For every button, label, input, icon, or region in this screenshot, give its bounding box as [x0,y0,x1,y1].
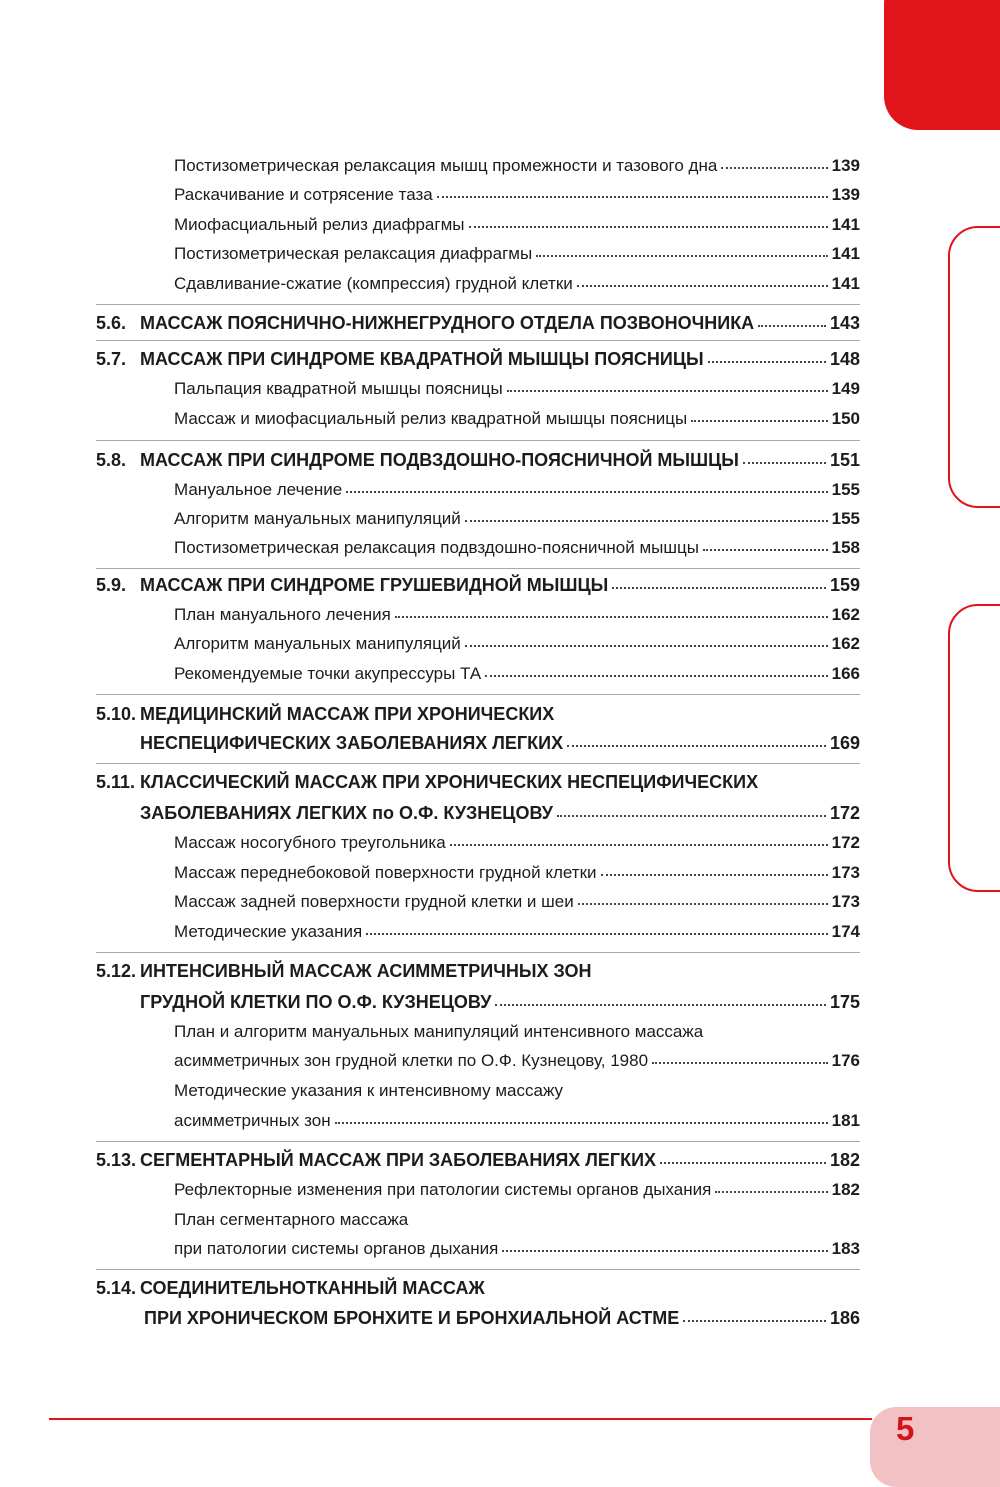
toc-leader-dots [577,284,828,287]
toc-entry-title: Массаж и миофасциальный релиз квадратной мышцы поясницы [174,409,688,428]
toc-entry-page: 162 [831,634,860,653]
toc-entry-title: Рекомендуемые точки акупрессуры ТА [174,664,482,683]
toc-leader-dots [660,1161,826,1164]
toc-leader-dots [395,615,828,618]
toc-section-5-11-cont[interactable] [140,799,860,827]
toc-entry[interactable] [174,601,860,629]
toc-entry-title: План и алгоритм мануальных манипуляций интенсивного массажа [174,1022,704,1041]
toc-entry-title: Пальпация квадратной мышцы поясницы [174,379,503,398]
toc-leader-dots [366,932,827,935]
toc-section-number: 5.14. [96,1278,137,1298]
toc-entry-cont[interactable] [174,1235,860,1263]
toc-entry-page: 173 [831,892,860,911]
toc-entry[interactable] [174,375,860,403]
toc-section-5-12[interactable] [96,957,860,985]
toc-leader-dots [612,586,826,589]
toc-leader-dots [743,461,826,464]
toc-leader-dots [507,389,828,392]
toc-entry-title: Массаж носогубного треугольника [174,833,446,852]
toc-leader-dots [335,1121,828,1124]
toc-leader-dots [557,814,826,817]
footer-rule [49,1418,872,1420]
toc-section-5-10-cont[interactable] [140,729,860,757]
section-divider [96,340,860,341]
section-divider [96,440,860,441]
toc-entry-page: 151 [829,450,860,470]
toc-entry-title: Массаж переднебоковой поверхности грудной клетки [174,863,597,882]
toc-entry-title: Сдавливание-сжатие (компрессия) грудной клетки [174,274,573,293]
toc-section-number: 5.12. [96,961,137,981]
toc-entry-page: 143 [829,313,860,333]
toc-leader-dots [578,902,828,905]
toc-leader-dots [652,1061,828,1064]
toc-entry-title: Постизометрическая релаксация подвздошно-поясничной мышцы [174,538,699,557]
toc-entry-title: при патологии системы органов дыхания [174,1239,499,1258]
toc-entry-title: Массаж задней поверхности грудной клетки и шеи [174,892,574,911]
toc-entry-cont[interactable] [174,1047,860,1075]
toc-leader-dots [758,324,826,327]
toc-entry[interactable] [174,476,860,504]
toc-entry-page: 141 [831,274,860,293]
toc-entry-page: 148 [829,349,860,369]
toc-entry-title: Алгоритм мануальных манипуляций [174,509,461,528]
toc-section-number: 5.8. [96,450,127,470]
toc-entry[interactable] [174,534,860,562]
toc-section-title: ГРУДНОЙ КЛЕТКИ ПО О.Ф. КУЗНЕЦОВУ [140,992,492,1012]
toc-entry[interactable] [174,181,860,209]
toc-leader-dots [567,744,826,747]
toc-section-title: МАССАЖ ПРИ СИНДРОМЕ ПОДВЗДОШНО-ПОЯСНИЧНОЙ МЫШЦЫ [140,450,739,470]
toc-entry-page: 141 [831,215,860,234]
toc-section-5-12-cont[interactable] [140,988,860,1016]
toc-entry-page: 141 [831,244,860,263]
toc-leader-dots [346,490,827,493]
toc-entry-page: 175 [829,992,860,1012]
toc-entry[interactable] [174,859,860,887]
toc-entry-page: 155 [831,480,860,499]
toc-section-title: КЛАССИЧЕСКИЙ МАССАЖ ПРИ ХРОНИЧЕСКИХ НЕСПЕЦИФИЧЕСКИХ [140,772,759,792]
toc-section-title: МАССАЖ ПРИ СИНДРОМЕ КВАДРАТНОЙ МЫШЦЫ ПОЯСНИЦЫ [140,349,704,369]
section-divider [96,1141,860,1142]
toc-leader-dots [691,419,827,422]
toc-entry-title: Постизометрическая релаксация диафрагмы [174,244,533,263]
toc-entry[interactable] [174,211,860,239]
toc-entry[interactable] [174,918,860,946]
toc-section-5-13[interactable] [96,1146,860,1174]
section-divider [96,304,860,305]
toc-entry-page: 183 [831,1239,860,1258]
toc-entry-title: Мануальное лечение [174,480,343,499]
toc-leader-dots [450,843,828,846]
toc-section-title: МАССАЖ ПРИ СИНДРОМЕ ГРУШЕВИДНОЙ МЫШЦЫ [140,575,609,595]
toc-section-5-14-cont[interactable] [144,1304,860,1332]
toc-leader-dots [437,195,828,198]
toc-entry[interactable] [174,660,860,688]
section-divider [96,1269,860,1270]
toc-section-title: МЕДИЦИНСКИЙ МАССАЖ ПРИ ХРОНИЧЕСКИХ [140,704,555,724]
toc-section-number: 5.7. [96,349,127,369]
toc-entry[interactable] [174,1176,860,1204]
toc-entry[interactable] [174,1206,860,1234]
toc-leader-dots [465,644,828,647]
section-divider [96,694,860,695]
section-divider [96,952,860,953]
toc-entry-page: 182 [831,1180,860,1199]
toc-leader-dots [721,166,827,169]
page-number: 5 [896,1410,915,1447]
toc-leader-dots [601,873,828,876]
toc-entry[interactable] [174,405,860,433]
toc-entry[interactable] [174,1077,860,1105]
toc-entry[interactable] [174,505,860,533]
toc-entry[interactable] [174,1018,860,1046]
toc-entry-page: 172 [829,803,860,823]
toc-entry-page: 158 [831,538,860,557]
toc-leader-dots [469,225,828,228]
toc-leader-dots [703,548,828,551]
toc-entry-page: 186 [829,1308,860,1328]
toc-leader-dots [502,1249,827,1252]
toc-entry-title: асимметричных зон грудной клетки по О.Ф. Кузнецову, 1980 [174,1051,649,1070]
toc-section-title: ИНТЕНСИВНЫЙ МАССАЖ АСИММЕТРИЧНЫХ ЗОН [140,961,592,981]
section-divider [96,568,860,569]
toc-entry-page: 150 [831,409,860,428]
toc-entry-title: План сегментарного массажа [174,1210,409,1229]
toc-entry-title: Постизометрическая релаксация мышц промежности и тазового дна [174,156,718,175]
toc-entry[interactable] [174,829,860,857]
toc-entry-page: 181 [831,1111,860,1130]
toc-entry-page: 139 [831,185,860,204]
toc-entry-title: Миофасциальный релиз диафрагмы [174,215,465,234]
toc-entry-page: 139 [831,156,860,175]
toc-leader-dots [708,360,826,363]
toc-entry-page: 173 [831,863,860,882]
toc-entry-cont[interactable] [174,1107,860,1135]
toc-entry-page: 182 [829,1150,860,1170]
toc-section-number: 5.10. [96,704,137,724]
toc-entry-page: 159 [829,575,860,595]
toc-section-5-9[interactable] [96,571,860,599]
toc-entry-page: 162 [831,605,860,624]
toc-entry-title: Методические указания к интенсивному массажу [174,1081,564,1100]
page-number-tab [870,1407,1000,1487]
toc-section-title: СЕГМЕНТАРНЫЙ МАССАЖ ПРИ ЗАБОЛЕВАНИЯХ ЛЕГКИХ [140,1150,657,1170]
toc-leader-dots [495,1003,826,1006]
toc-section-title: МАССАЖ ПОЯСНИЧНО-НИЖНЕГРУДНОГО ОТДЕЛА ПОЗВОНОЧНИКА [140,313,755,333]
toc-section-5-10[interactable] [96,700,860,728]
toc-entry[interactable] [174,630,860,658]
toc-entry[interactable] [174,240,860,268]
toc-section-5-6[interactable] [96,309,860,337]
toc-leader-dots [465,519,828,522]
toc-section-number: 5.11. [96,772,136,792]
toc-leader-dots [683,1319,826,1322]
toc-section-number: 5.13. [96,1150,137,1170]
toc-section-5-14[interactable] [96,1274,860,1302]
toc-entry-page: 176 [831,1051,860,1070]
toc-entry-page: 172 [831,833,860,852]
toc-section-title: СОЕДИНИТЕЛЬНОТКАННЫЙ МАССАЖ [140,1278,485,1298]
toc-entry-title: Методические указания [174,922,363,941]
toc-entry[interactable] [174,152,860,180]
toc-entry-title: Раскачивание и сотрясение таза [174,185,433,204]
section-divider [96,763,860,764]
toc-entry-page: 149 [831,379,860,398]
toc-leader-dots [536,254,827,257]
toc-entry[interactable] [174,888,860,916]
toc-entry-page: 169 [829,733,860,753]
toc-section-5-8[interactable] [96,446,860,474]
toc-entry-page: 174 [831,922,860,941]
toc-section-title: ЗАБОЛЕВАНИЯХ ЛЕГКИХ по О.Ф. КУЗНЕЦОВУ [140,803,553,823]
toc-section-title: НЕСПЕЦИФИЧЕСКИХ ЗАБОЛЕВАНИЯХ ЛЕГКИХ [140,733,564,753]
toc-entry-title: Рефлекторные изменения при патологии системы органов дыхания [174,1180,712,1199]
toc-entry-page: 155 [831,509,860,528]
toc-section-number: 5.9. [96,575,127,595]
toc-leader-dots [715,1190,827,1193]
toc-section-5-11[interactable] [96,768,860,796]
toc-section-number: 5.6. [96,313,127,333]
toc-entry-title: асимметричных зон [174,1111,331,1130]
toc-entry-page: 166 [831,664,860,683]
toc-leader-dots [485,674,827,677]
toc-section-5-7[interactable] [96,345,860,373]
toc-entry-title: План мануального лечения [174,605,391,624]
toc-entry-title: Алгоритм мануальных манипуляций [174,634,461,653]
toc-entry[interactable] [174,270,860,298]
toc-section-title: ПРИ ХРОНИЧЕСКОМ БРОНХИТЕ И БРОНХИАЛЬНОЙ АСТМЕ [144,1308,680,1328]
